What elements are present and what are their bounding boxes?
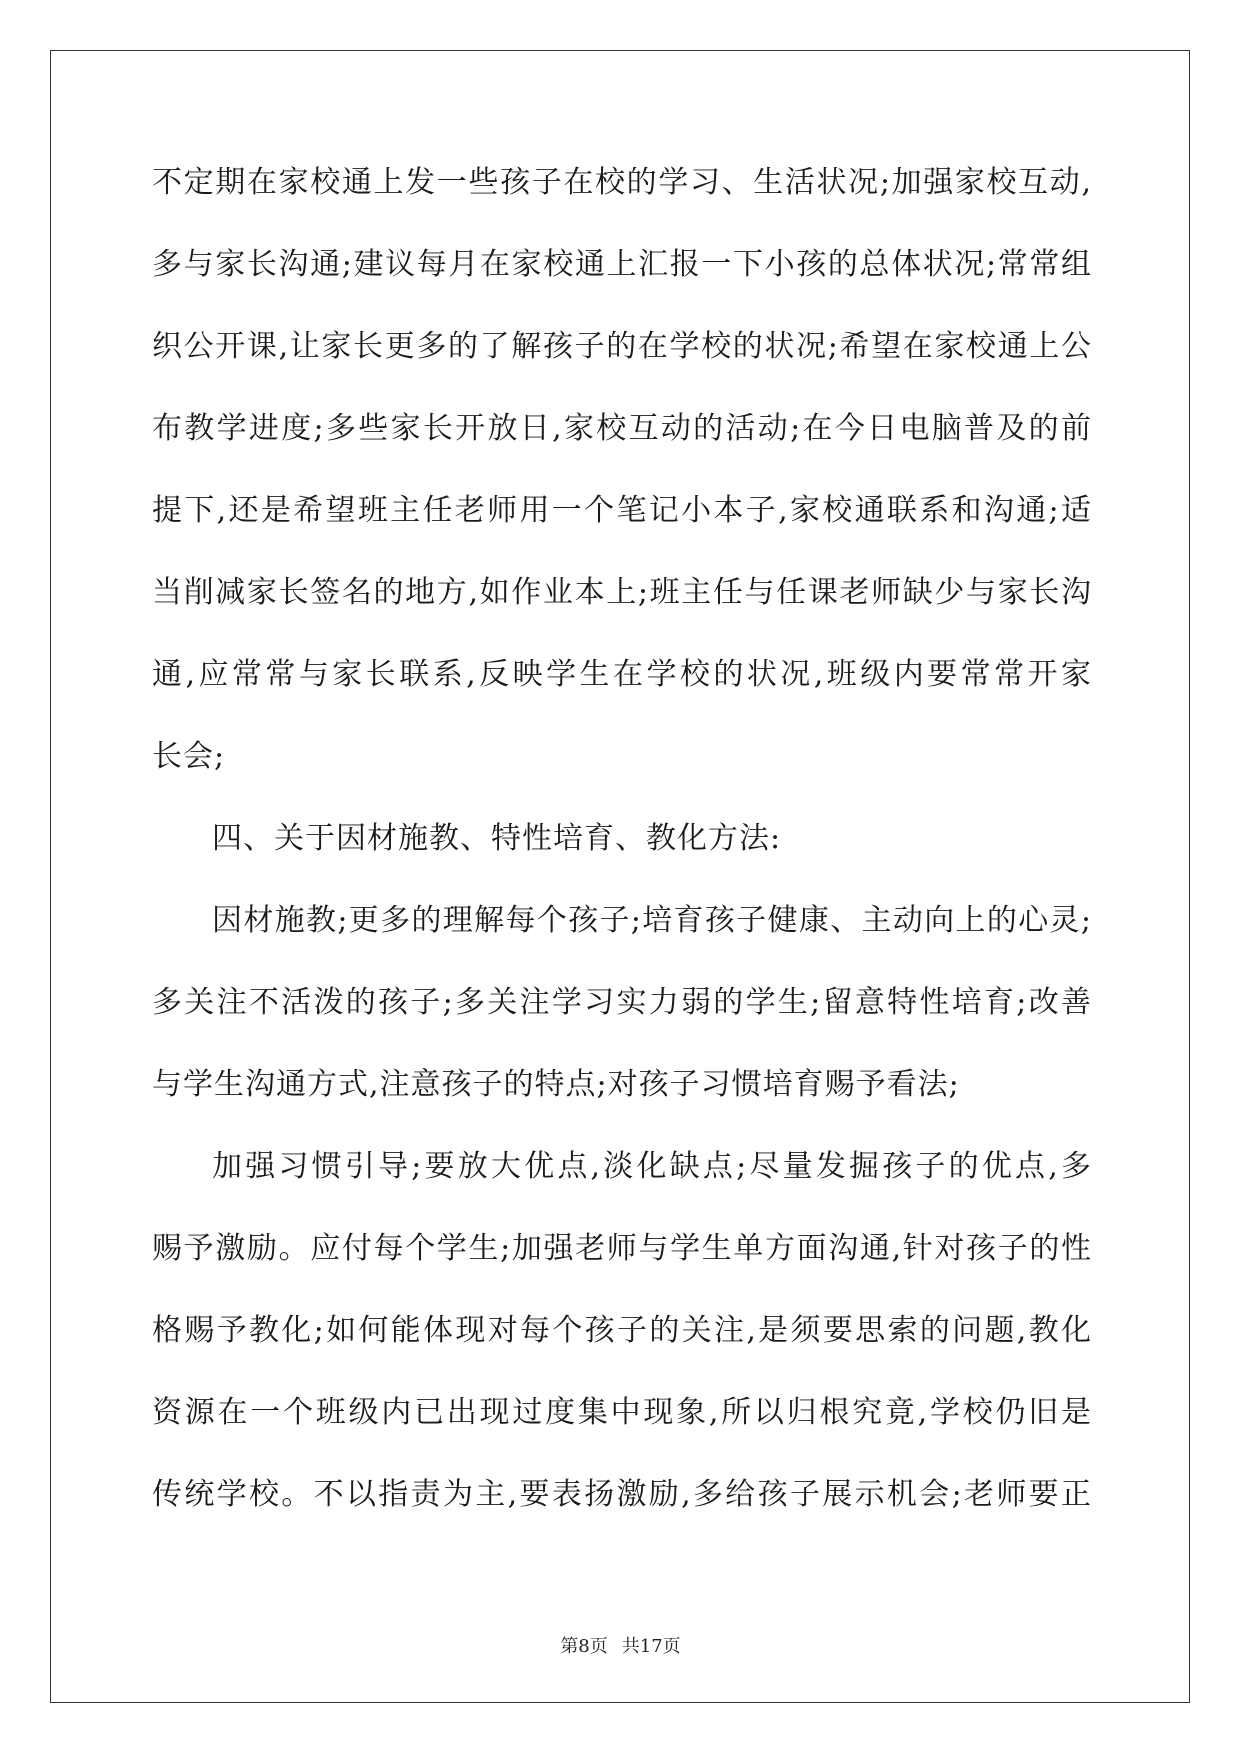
text-line: 赐予激励。应付每个学生;加强老师与学生单方面沟通,针对孩子的性: [152, 1231, 1092, 1266]
text-line: 布教学进度;多些家长开放日,家校互动的活动;在今日电脑普及的前: [152, 411, 1092, 446]
text-line: 四、关于因材施教、特性培育、教化方法:: [212, 821, 782, 856]
page-total: 共17页: [621, 1636, 681, 1657]
text-line: 织公开课,让家长更多的了解孩子的在学校的状况;希望在家校通上公: [152, 329, 1092, 364]
page-number: 第8页: [560, 1636, 608, 1657]
text-line: 加强习惯引导;要放大优点,淡化缺点;尽量发掘孩子的优点,多: [212, 1149, 1092, 1184]
page-footer: [0, 1632, 1241, 1658]
text-line: 资源在一个班级内已出现过度集中现象,所以归根究竟,学校仍旧是: [152, 1395, 1092, 1430]
text-line: 多关注不活泼的孩子;多关注学习实力弱的学生;留意特性培育;改善: [152, 985, 1092, 1020]
text-line: 与学生沟通方式,注意孩子的特点;对孩子习惯培育赐予看法;: [152, 1067, 960, 1102]
text-line: 多与家长沟通;建议每月在家校通上汇报一下小孩的总体状况;常常组: [152, 247, 1092, 282]
text-line: 因材施教;更多的理解每个孩子;培育孩子健康、主动向上的心灵;: [212, 903, 1092, 938]
text-line: 传统学校。不以指责为主,要表扬激励,多给孩子展示机会;老师要正: [152, 1477, 1092, 1512]
text-line: 长会;: [152, 739, 226, 774]
text-line: 通,应常常与家长联系,反映学生在学校的状况,班级内要常常开家: [152, 657, 1092, 692]
text-line: 格赐予教化;如何能体现对每个孩子的关注,是须要思索的问题,教化: [152, 1313, 1092, 1348]
text-line: 不定期在家校通上发一些孩子在校的学习、生活状况;加强家校互动,: [152, 165, 1092, 200]
text-line: 提下,还是希望班主任老师用一个笔记小本子,家校通联系和沟通;适: [152, 493, 1092, 528]
document-body: [152, 158, 1092, 1552]
text-line: 当削减家长签名的地方,如作业本上;班主任与任课老师缺少与家长沟: [152, 575, 1092, 610]
